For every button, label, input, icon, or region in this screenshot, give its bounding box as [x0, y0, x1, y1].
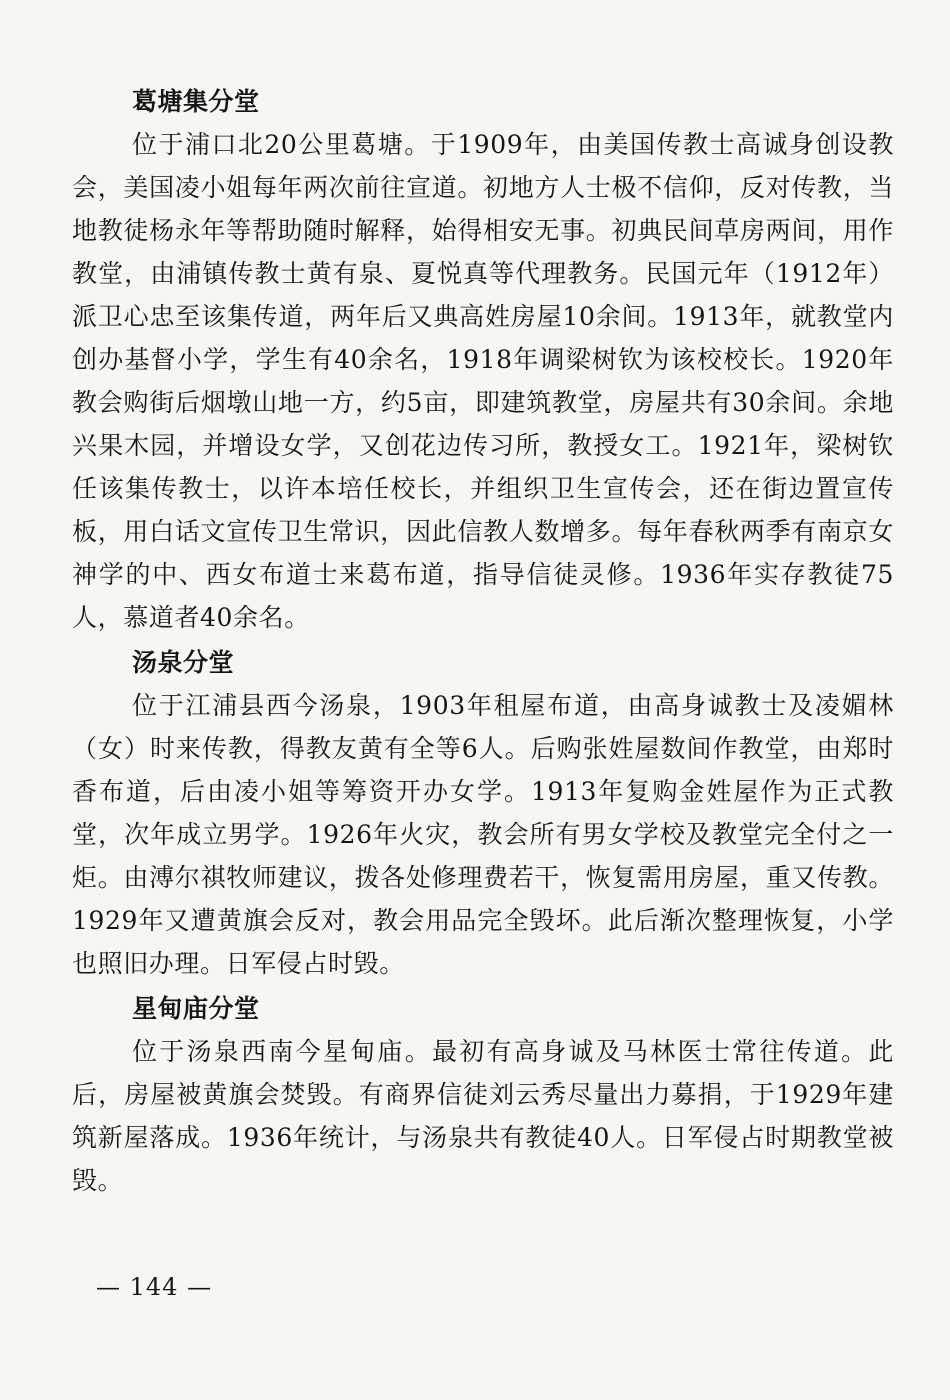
section-xingdianmiao	[72, 987, 894, 1202]
page-number: — 144 —	[96, 1273, 213, 1301]
main-text	[72, 80, 894, 1202]
section-heading: 汤泉分堂	[132, 648, 235, 677]
section-paragraph: 位于江浦县西今汤泉，1903年租屋布道，由高身诚教士及凌媚林（女）时来传教，得教友黄有全等6人。后购张姓屋数间作教堂，由郑时香布道，后由凌小姐等筹资开办女学。1913年复购金姓屋作为正式教堂，次年成立男学。1926年火灾，教会所有男女学校及教堂完全付之一炬。由溥尔祺牧师建议，拨各处修理费若干，恢复需用房屋，重又传教。1929年又遭黄旗会反对，教会用品完全毁坏。此后渐次整理恢复，小学也照旧办理。日军侵占时毁。	[72, 691, 894, 978]
section-paragraph: 位于浦口北20公里葛塘。于1909年，由美国传教士高诚身创设教会，美国凌小姐每年两次前往宣道。初地方人士极不信仰，反对传教，当地教徒杨永年等帮助随时解释，始得相安无事。初典民间草房两间，用作教堂，由浦镇传教士黄有泉、夏悦真等代理教务。民国元年（1912年）派卫心忠至该集传道，两年后又典高姓房屋10余间。1913年，就教堂内创办基督小学，学生有40余名，1918年调梁树钦为该校校长。1920年教会购街后烟墩山地一方，约5亩，即建筑教堂，房屋共有30余间。余地兴果木园，并增设女学，又创花边传习所，教授女工。1921年，梁树钦任该集传教士，以许本培任校长，并组织卫生宣传会，还在街边置宣传板，用白话文宣传卫生常识，因此信教人数增多。每年春秋两季有南京女神学的中、西女布道士来葛布道，指导信徒灵修。1936年实存教徒75人，慕道者40余名。	[72, 130, 894, 632]
section-paragraph: 位于汤泉西南今星甸庙。最初有高身诚及马林医士常往传道。此后，房屋被黄旗会焚毁。有商界信徒刘云秀尽量出力募捐，于1929年建筑新屋落成。1936年统计，与汤泉共有教徒40人。日军侵占时期教堂被毁。	[72, 1037, 894, 1195]
section-heading: 星甸庙分堂	[132, 994, 260, 1023]
section-tangquan	[72, 641, 894, 985]
section-getangji	[72, 80, 894, 639]
section-heading: 葛塘集分堂	[132, 87, 260, 116]
